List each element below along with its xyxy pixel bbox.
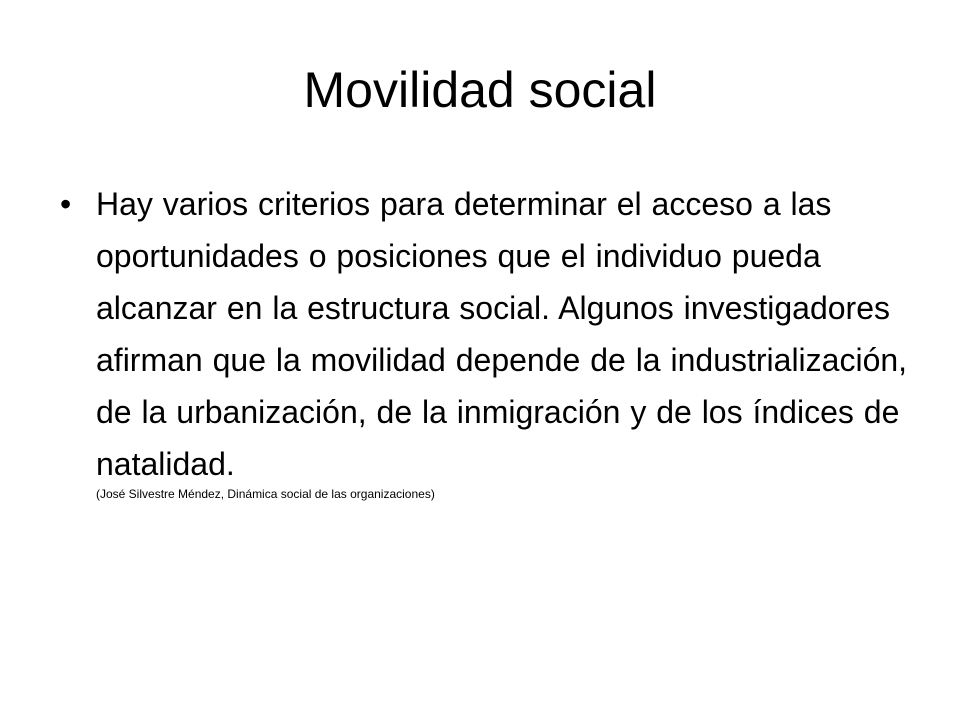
bullet-text: Hay varios criterios para determinar el acceso a las oportunidades o posiciones que el individuo pueda alcanzar en la estructura social. Algunos investigadores afirman que la movilidad depende de la industrialización, de la urbanización, de la inmigración y de los índices de natalidad. — [96, 186, 908, 482]
citation: (José Silvestre Méndez, Dinámica social de las organizaciones) — [96, 487, 435, 501]
slide-title: Movilidad social — [303, 62, 657, 118]
bullet-item — [60, 178, 910, 501]
bullet-marker: • — [60, 186, 72, 222]
slide-content — [60, 178, 910, 501]
